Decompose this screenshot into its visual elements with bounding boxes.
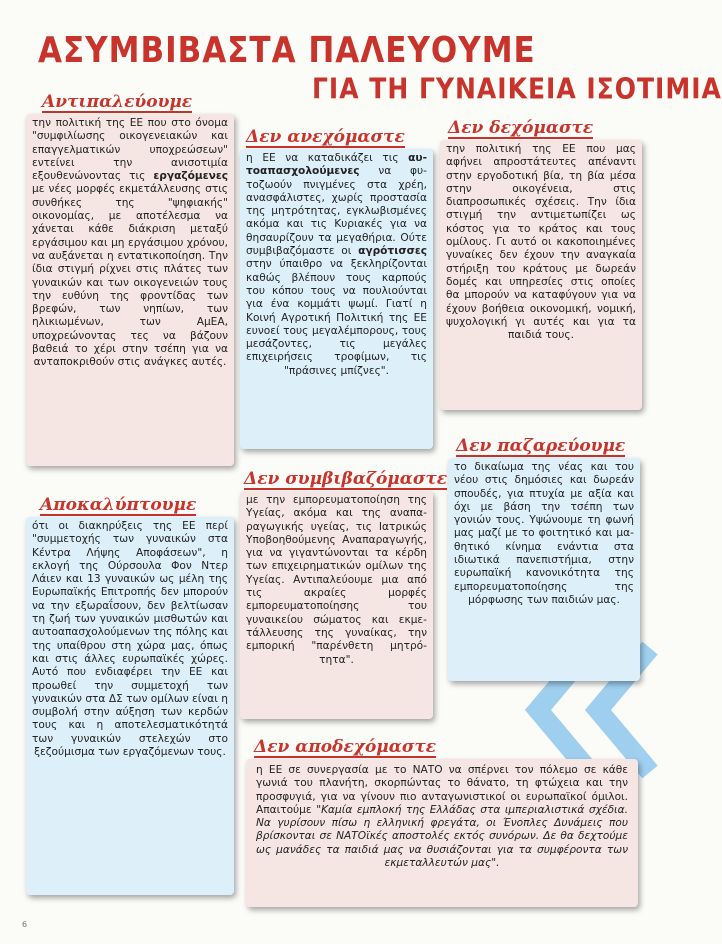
section-box-apokalyptoume [26,517,234,895]
section-box-den-pazarevoume [448,458,640,681]
section-heading-apokalyptoume: Αποκαλύπτουμε [40,495,197,515]
section-text: η ΕΕ σε συνεργασία με το ΝΑΤΟ να σπέρνει τον πόλεμο σε κάθε γωνιά του πλανήτη, σκορπώντας το θάνατο, τη φτώχεια και την προσφυγιά, για να γίνουν πιο ανταγωνιστικοί οι ευρωπαϊκοί όμιλοι. Απαιτούμε [256,764,628,816]
section-text: την πολιτική της ΕΕ που στο όνομα "συμφιλίωσης οικογενειακών και επαγγελματικών υποχρεώσεων" εντείνει την ανισοτιμία εξουθενώνοντας τις [32,117,228,183]
page-subtitle: ΓΙΑ ΤΗ ΓΥΝΑΙΚΕΙΑ ΙΣΟΤΙΜΙΑ [312,72,722,106]
section-text: με την εμπορευματοποίηση της Υγείας, ακόμα και της αναπαραγωγικής υγείας, τις Ιατρικώς Υποβοηθούμενης Αναπαραγωγής, για να γιγαντώνονται τα κέρδη των επιχειρηματικών ομίλων της Υγείας. Αντιπαλεύουμε μια από τις ακραίες μορφές εμπορευματοποίησης του γυναικείου σώματος και εκμετάλλευσης της γυναίκας, την εμπορική "παρένθετη μητρότητα". [246,494,427,666]
section-heading-antipaleuoume: Αντιπαλεύουμε [42,92,193,112]
section-box-antipaleuoume [26,114,234,466]
section-heading-den-pazarevoume: Δεν παζαρεύουμε [456,436,626,456]
section-text: να φυτοζωούν πνιγμένες στα χρέη, ανασφάλιστες, χωρίς προστασία της μητρότητας, εγκλωβισμένες ακόμα και τις Κυριακές για να θησαυρίζουν τα μεγαθήρια. Ούτε συμβιβαζόμαστε οι [246,165,427,258]
page-title: ΑΣΥΜΒΙΒΑΣΤΑ ΠΑΛΕΥΟΥΜΕ [38,30,536,72]
section-text: στην ύπαιθρο να ξεκληρίζονται καθώς βλέπουν τους καρπούς του κόπου τους να πουλιούνται για ένα κομμάτι ψωμί. Γιατί η Κοινή Αγροτική Πολιτική της ΕΕ ευνοεί τους μεγαλέμπορους, τους μεσάζοντες, τις μεγάλες επιχειρήσεις τροφίμων, τις "πράσινες μπίζνες". [246,258,427,377]
section-box-den-dexomaste [440,140,642,410]
section-text: το δικαίωμα της νέας και του νέου στις δημόσιες και δωρεάν σπουδές, για πτυχία με αξία και όχι με βάση την τσέπη των γονιών τους. Υψώνουμε τη φωνή μας μαζί με το φοιτητικό και μαθητικό κίνημα ενάντια στα ιδιωτικά πανεπιστήμια, στην ευρωπαϊκή κανονικότητα της εμπορευματοποίησης της μόρφωσης των παιδιών μας. [454,461,634,606]
section-box-den-symvivazomaste [240,491,433,719]
section-text-bold: αυτοαπασχολούμενες [246,152,427,178]
section-heading-den-anexomaste: Δεν ανεχόμαστε [246,127,405,147]
section-box-den-apodexomaste [246,759,638,907]
section-text: ότι οι διακηρύξεις της ΕΕ περί "συμμετοχής των γυναικών στα Κέντρα Λήψης Αποφάσεων", η εκλογή της Ούρσουλα Φον Ντερ Λάιεν και 13 γυναικών ως μέλη της Ευρωπαϊκής Επιτροπής δεν μπορούν να την εξωραΐσουν, δεν βελτίωσαν τη ζωή των γυναικών μισθωτών και αυτοαπασχολούμενων της πόλης και της υπαίθρου στη χώρα μας, όπως και στις άλλες ευρωπαϊκές χώρες. Αυτό που ενδιαφέρει την ΕΕ και προωθεί την συμμετοχή των γυναικών στα ΔΣ των ομίλων είναι η συμβολή στην αύξηση των κερδών τους και η αποτελεσματικότητά των γυναικών στελεχών στο ξεζούμισμα των εργαζόμενων τους. [32,520,228,759]
section-text: με νέες μορφές εκμετάλλευσης στις συνθήκες της "ψηφιακής" οικονομίας, με αποτέλεσμα να χάνεται κάθε διάκριση μεταξύ εργάσιμου και μη εργάσιμου χρόνου, να αυξάνεται η εντατικοποίηση. Την ίδια στιγμή ρίχνει στις πλάτες των γυναικών και των οικογενειών τους την ευθύνη της φροντίδας των βρεφών, των νηπίων, των ηλικιωμένων, των ΑμΕΑ, υποχρεώνοντας τες να βάζουν βαθειά το χέρι στην τσέπη για να ανταποκριθούν στις ανάγκες αυτές. [32,183,228,369]
section-heading-den-apodexomaste: Δεν αποδεχόμαστε [254,737,437,757]
section-text-bold: αγρότισσες [358,245,427,258]
section-box-den-anexomaste [240,149,433,449]
section-text: η ΕΕ να καταδικάζει τις [246,152,399,164]
section-heading-den-dexomaste: Δεν δεχόμαστε [448,118,594,138]
page-number: 6 [22,920,28,929]
section-text-quote: "Καμία εμπλοκή της Ελλάδας στα ιμπεριαλιστικά σχέδια. Να γυρίσουν πίσω η ελληνική φρεγάτα, οι Ένοπλες Δυνάμεις που βρίσκονται σε ΝΑΤΟϊκές αποστολές εκτός συνόρων. Δε θα δεχτούμε ως μανάδες τα παιδιά μας να θυσιάζονται για τα συμφέροντα των εκμεταλλευτών μας". [256,803,628,870]
section-text-bold: εργαζόμενες [153,170,229,183]
section-text: την πολιτική της ΕΕ που μας αφήνει απροστάτευτες απέναντι στην εργοδοτική βία, τη βία μέσα στην οικογένεια, στις διαπροσωπικές σχέσεις. Την ίδια στιγμή την αντιμετωπίζει ως κόστος για το κράτος και τους ομίλους. Γι αυτό οι κακοποιημένες γυναίκες δεν έχουν την αναγκαία στήριξη του κράτους με δωρεάν δομές και υπηρεσίες στις οποίες θα μπορούν να καταφύγουν για να έχουν βοήθεια οικονομική, νομική, ψυχολογική γι αυτές και για τα παιδιά τους. [446,143,636,342]
section-heading-den-symvivazomaste: Δεν συμβιβαζόμαστε [244,469,448,489]
